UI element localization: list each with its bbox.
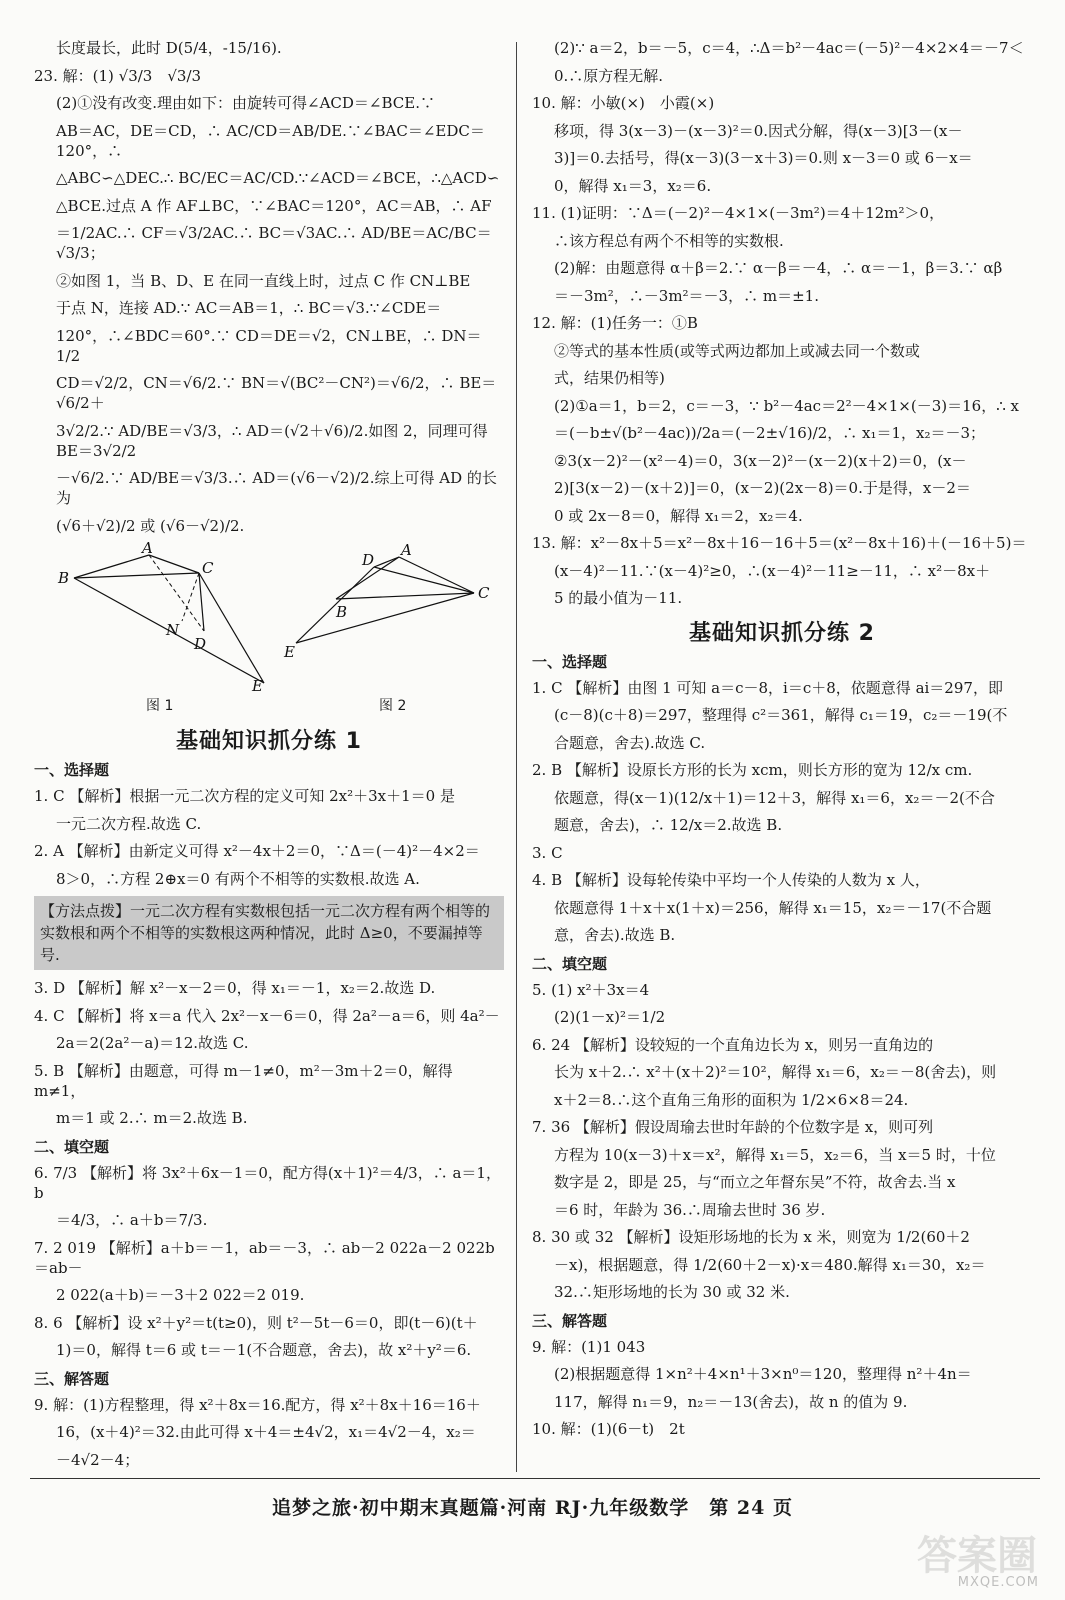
s1-question-3 <box>34 978 504 998</box>
question-text-line: 合题意，舍去).故选 C. <box>554 733 706 752</box>
question-text-line: x＋2＝8.∴这个直角三角形的面积为 1/2×6×8＝24. <box>554 1090 909 1109</box>
fig1-label-b: B <box>58 569 70 587</box>
question-text-line: 1)＝0，解得 t＝6 或 t＝－1(不合题意，舍去)，故 x²＋y²＝6. <box>56 1341 472 1359</box>
right-text-line: 0 或 2x－8＝0，解得 x₁＝2，x₂＝4. <box>554 506 803 525</box>
right-text-line: ＝(－b±√(b²－4ac))/2a＝(－2±√16)/2，∴ x₁＝1，x₂＝－3； <box>554 424 986 442</box>
question-text-line: 方程为 10(x－3)＋x＝x²，解得 x₁＝5，x₂＝6，当 x＝5 时，十位 <box>554 1145 996 1164</box>
left-text-line: △ABC∽△DEC.∴ BC/EC＝AC/CD.∵∠ACD＝∠BCE，∴△ACD∽ <box>56 169 500 187</box>
question-text-line: (2)根据题意得 1×n²＋4×n¹＋3×n⁰＝120，整理得 n²＋4n＝ <box>554 1365 972 1383</box>
fig1-seg-ad <box>149 555 204 631</box>
left-text-line: 23. 解：(1) √3/3 √3/3 <box>34 66 202 85</box>
fig2-seg-ac <box>399 557 474 593</box>
fig1-seg-cd <box>199 573 204 631</box>
left-solution-23 <box>34 38 504 536</box>
question-text-line: 32.∴矩形场地的长为 30 或 32 米. <box>554 1283 790 1301</box>
section-2-title: 基础知识抓分练 2 <box>689 620 875 646</box>
right-text-line: (x－4)²－11.∵(x－4)²≥0，∴(x－4)²－11≥－11，∴ x²－8x＋ <box>554 561 991 580</box>
watermark <box>897 1524 1047 1590</box>
question-text-line: (c－8)(c＋8)＝297，整理得 c²＝361，解得 c₁＝19，c₂＝－19(不 <box>554 706 1008 724</box>
fig1-seg-ce <box>199 573 264 683</box>
right-text-line: ＝－3m²，∴－3m²＝－3，∴ m＝±1. <box>554 286 819 305</box>
section-1-choice-heading: 一、选择题 <box>34 761 110 779</box>
right-text-line: ∴该方程总有两个不相等的实数根. <box>554 231 784 250</box>
left-text-line: 3√2/2.∵ AD/BE＝√3/3，∴ AD＝(√2＋√6)/2.如图 2，同理可得 BE＝3√2/2 <box>56 421 488 460</box>
column-divider <box>516 42 517 1472</box>
fig2-label-b: B <box>336 603 348 621</box>
fig2-label-a: A <box>401 541 412 559</box>
question-text-line: 117，解得 n₁＝9，n₂＝－13(舍去)，故 n 的值为 9. <box>554 1392 908 1411</box>
right-text-line: (2)①a＝1，b＝2，c＝－3，∵ b²－4ac＝2²－4×1×(－3)＝16，∴ x <box>554 396 1019 415</box>
fig2-seg-ec <box>296 593 474 643</box>
question-text-line: 2a＝2(2a²－a)＝12.故选 C. <box>56 1034 249 1052</box>
right-text-line: 13. 解：x²－8x＋5＝x²－8x＋16－16＋5＝(x²－8x＋16)＋(－16＋5)＝ <box>532 534 1027 552</box>
figure-1-caption: 图 1 <box>146 698 174 714</box>
watermark-url: MXQE.COM <box>957 1575 1039 1590</box>
s1-question-6 <box>34 1163 504 1231</box>
figures <box>34 539 504 718</box>
fig2-seg-dc <box>374 567 474 593</box>
fig2-label-d: D <box>362 551 375 569</box>
s1-question-8 <box>34 1313 504 1361</box>
right-text-line: 3)]＝0.去括号，得(x－3)(3－x＋3)＝0.则 x－3＝0 或 6－x＝ <box>554 149 973 167</box>
question-text-line: 8＞0，∴方程 2⊕x＝0 有两个不相等的实数根.故选 A. <box>56 869 420 888</box>
left-text-line: AB＝AC，DE＝CD，∴ AC/CD＝AB/DE.∵∠BAC＝∠EDC＝120°，∴ <box>56 121 485 160</box>
question-text-line: 9. 解：(1)方程整理，得 x²＋8x＝16.配方，得 x²＋8x＋16＝16＋ <box>34 1395 481 1414</box>
question-text-line: ＝6 时，年龄为 36.∴周瑜去世时 36 岁. <box>554 1200 826 1219</box>
right-text-line: 12. 解：(1)任务一：①B <box>532 314 698 332</box>
right-text-line: 2)[3(x－2)－(x＋2)]＝0，(x－2)(2x－8)＝0.于是得，x－2＝ <box>554 479 971 497</box>
left-text-line: CD＝√2/2，CN＝√6/2.∵ BN＝√(BC²－CN²)＝√6/2，∴ BE＝√6/2＋ <box>56 374 497 412</box>
s2-question-9 <box>532 1337 1032 1412</box>
right-text-line: 11. (1)证明：∵Δ＝(－2)²－4×1×(－3m²)＝4＋12m²＞0， <box>532 204 945 222</box>
question-text-line: 题意，舍去)，∴ 12/x＝2.故选 B. <box>554 816 783 834</box>
left-text-line: (2)①没有改变.理由如下：由旋转可得∠ACD＝∠BCE.∵ <box>56 94 435 112</box>
question-text-line: 意，舍去).故选 B. <box>554 926 676 944</box>
s2-question-2 <box>532 760 1032 835</box>
question-text-line: 7. 36 【解析】假设周瑜去世时年龄的个位数字是 x，则可列 <box>532 1118 934 1136</box>
fig1-label-d: D <box>194 635 207 653</box>
section-2-choice-heading: 一、选择题 <box>532 652 608 671</box>
question-text-line: 9. 解：(1)1 043 <box>532 1337 646 1356</box>
fig2-label-c: C <box>478 584 490 602</box>
question-text-line: 依题意得 1＋x＋x(1＋x)＝256，解得 x₁＝15，x₂＝－17(不合题 <box>554 898 992 917</box>
question-text-line: 4. B 【解析】设每轮传染中平均一个人传染的人数为 x 人， <box>532 871 930 889</box>
s1-question-1 <box>34 786 504 834</box>
s1-question-2 <box>34 841 504 889</box>
s1-question-4 <box>34 1006 504 1054</box>
left-text-line: △BCE.过点 A 作 AF⊥BC，∵∠BAC＝120°，AC＝AB，∴ AF <box>56 196 492 215</box>
s2-question-10 <box>532 1419 1032 1439</box>
fig1-seg-ac <box>149 555 199 573</box>
question-text-line: 5. (1) x²＋3x＝4 <box>532 980 650 999</box>
question-text-line: 6. 24 【解析】设较短的一个直角边长为 x，则另一直角边的 <box>532 1035 934 1054</box>
section-2-fill-heading: 二、填空题 <box>532 954 608 973</box>
s2-question-7 <box>532 1117 1032 1220</box>
question-text-line: 4. C 【解析】将 x＝a 代入 2x²－x－6＝0，得 2a²－a＝6，则 4a²－ <box>34 1006 500 1025</box>
question-text-line: (2)(1－x)²＝1/2 <box>554 1008 666 1026</box>
right-text-line: 10. 解：小敏(×) 小霞(×) <box>532 94 715 112</box>
fig1-seg-cn <box>182 573 199 621</box>
s1-question-7 <box>34 1238 504 1306</box>
question-text-line: 7. 2 019 【解析】a＋b＝－1，ab＝－3，∴ ab－2 022a－2 022b＝ab－ <box>34 1238 495 1277</box>
s2-question-6 <box>532 1035 1032 1110</box>
s1-question-5 <box>34 1061 504 1129</box>
right-text-line: (2)∵ a＝2，b＝－5，c＝4，∴Δ＝b²－4ac＝(－5)²－4×2×4＝－7＜ <box>554 39 1024 57</box>
question-text-line: 数字是 2，即是 25，与“而立之年督东吴”不符，故舍去.当 x <box>554 1173 956 1191</box>
watermark-logo: 答案圈 <box>917 1533 1037 1579</box>
right-text-line: ②等式的基本性质(或等式两边都加上或减去同一个数或 <box>554 341 920 360</box>
section-1-title: 基础知识抓分练 1 <box>176 729 362 754</box>
s1-question-9 <box>34 1395 504 1470</box>
page-footer: 追梦之旅·初中期末真题篇·河南 RJ·九年级数学 第 24 页 <box>272 1497 793 1519</box>
right-text-line: (2)解：由题意得 α＋β＝2.∵ α－β＝－4，∴ α＝－1，β＝3.∵ αβ <box>554 259 1003 277</box>
question-text-line: ＝4/3，∴ a＋b＝7/3. <box>56 1211 208 1229</box>
s2-question-5 <box>532 980 1032 1028</box>
s2-question-4 <box>532 870 1032 945</box>
method-tip-box: 【方法点拨】一元二次方程有实数根包括一元二次方程有两个相等的实数根和两个不相等的实数根这两种情况，此时 Δ≥0，不要漏掉等号. <box>34 896 504 970</box>
question-text-line: 8. 30 或 32 【解析】设矩形场地的长为 x 米，则宽为 1/2(60＋2 <box>532 1228 970 1246</box>
question-text-line: 3. C <box>532 843 563 862</box>
figure-1-diagram <box>54 539 263 695</box>
figure-2 <box>284 543 499 697</box>
right-text-line: 式，结果仍相等) <box>554 369 665 387</box>
question-text-line: 一元二次方程.故选 C. <box>56 814 202 833</box>
question-text-line: 1. C 【解析】根据一元二次方程的定义可知 2x²＋3x＋1＝0 是 <box>34 787 455 805</box>
right-text-line: 移项，得 3(x－3)－(x－3)²＝0.因式分解，得(x－3)[3－(x－ <box>554 121 963 140</box>
right-column <box>532 38 1032 1447</box>
section-1-solve-heading: 三、解答题 <box>34 1369 110 1388</box>
footer-rule <box>30 1478 1040 1479</box>
question-text-line: 10. 解：(1)(6－t) 2t <box>532 1420 685 1438</box>
fig1-label-c: C <box>202 559 214 577</box>
right-text-line: 5 的最小值为－11. <box>554 589 683 607</box>
question-text-line: 6. 7/3 【解析】将 3x²＋6x－1＝0，配方得(x＋1)²＝4/3，∴ a＝1，b <box>34 1163 501 1202</box>
left-text-line: －√6/2.∵ AD/BE＝√3/3.∴ AD＝(√6－√2)/2.综上可得 AD 的长为 <box>56 469 497 507</box>
question-text-line: 8. 6 【解析】设 x²＋y²＝t(t≥0)，则 t²－5t－6＝0，即(t－6)(t＋ <box>34 1313 478 1332</box>
left-text-line: 120°，∴∠BDC＝60°.∵ CD＝DE＝√2，CN⊥BE，∴ DN＝1/2 <box>56 326 482 365</box>
left-text-line: ②如图 1，当 B、D、E 在同一直线上时，过点 C 作 CN⊥BE <box>56 271 471 290</box>
right-text-line: 0.∴原方程无解. <box>554 66 664 85</box>
figure-1 <box>54 539 263 697</box>
section-1-fill-heading: 二、填空题 <box>34 1137 110 1156</box>
question-text-line: 依题意，得(x－1)(12/x＋1)＝12＋3，解得 x₁＝6，x₂＝－2(不合 <box>554 788 995 807</box>
fig2-seg-bc <box>336 593 474 599</box>
question-text-line: 3. D 【解析】解 x²－x－2＝0，得 x₁＝－1，x₂＝2.故选 D. <box>34 979 436 997</box>
fig1-label-n: N <box>166 621 180 639</box>
question-text-line: －x)，根据题意，得 1/2(60＋2－x)·x＝480.解得 x₁＝30，x₂＝ <box>554 1255 986 1274</box>
s2-question-1 <box>532 678 1032 753</box>
figure-2-caption: 图 2 <box>379 698 407 714</box>
figure-2-diagram <box>284 543 499 693</box>
question-text-line: 5. B 【解析】由题意，可得 m－1≠0，m²－3m＋2＝0，解得 m≠1， <box>34 1061 453 1100</box>
question-text-line: 1. C 【解析】由图 1 可知 a＝c－8，i＝c＋8，依题意得 ai＝297，即 <box>532 678 1003 697</box>
question-text-line: －4√2－4； <box>56 1450 140 1469</box>
left-text-line: 于点 N，连接 AD.∵ AC＝AB＝1，∴ BC＝√3.∵∠CDE＝ <box>56 299 442 317</box>
question-text-line: 2. A 【解析】由新定义可得 x²－4x＋2＝0，∵Δ＝(－4)²－4×2＝ <box>34 842 480 860</box>
left-text-line: (√6＋√2)/2 或 (√6－√2)/2. <box>56 516 245 535</box>
question-text-line: 长为 x＋2.∴ x²＋(x＋2)²＝10²，解得 x₁＝6，x₂＝－8(舍去)，则 <box>554 1063 997 1081</box>
left-text-line: ＝1/2AC.∴ CF＝√3/2AC.∴ BC＝√3AC.∴ AD/BE＝AC/BC＝√3/3； <box>56 224 492 262</box>
s2-question-3 <box>532 843 1032 863</box>
fig2-label-e: E <box>284 643 295 661</box>
fig1-label-e: E <box>252 677 263 695</box>
right-solutions-9-13 <box>532 38 1032 608</box>
fig1-label-a: A <box>142 539 153 557</box>
left-column <box>34 38 504 1477</box>
question-text-line: 16，(x＋4)²＝32.由此可得 x＋4＝±4√2，x₁＝4√2－4，x₂＝ <box>56 1423 476 1441</box>
right-text-line: ②3(x－2)²－(x²－4)＝0，3(x－2)²－(x－2)(x＋2)＝0，(x－ <box>554 451 967 470</box>
question-text-line: 2 022(a＋b)＝－3＋2 022＝2 019. <box>56 1286 305 1304</box>
question-text-line: 2. B 【解析】设原长方形的长为 xcm，则长方形的宽为 12/x cm. <box>532 761 973 779</box>
section-2-solve-heading: 三、解答题 <box>532 1311 608 1330</box>
fig1-seg-bc <box>74 573 199 578</box>
left-text-line: 长度最长，此时 D(5/4，-15/16). <box>56 39 282 57</box>
s2-question-8 <box>532 1227 1032 1302</box>
fig1-seg-ba <box>74 555 149 578</box>
right-text-line: 0，解得 x₁＝3，x₂＝6. <box>554 176 712 195</box>
question-text-line: m＝1 或 2.∴ m＝2.故选 B. <box>56 1109 248 1127</box>
